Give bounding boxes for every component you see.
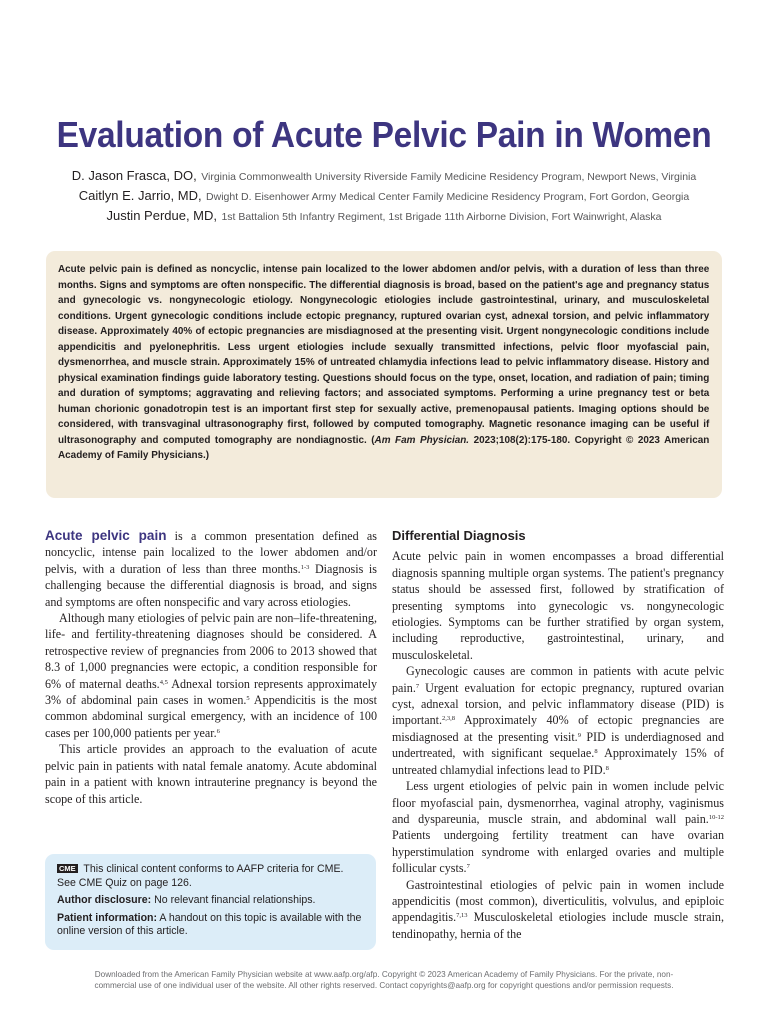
body-paragraph: Gastrointestinal etiologies of pelvic pain in women include appendicitis (most common), diverticulitis, volvulus, and epiploic appendagitis.$^{7,13}$ Musculoskeletal etiologies include muscle strain, tendinopathy, hernia of the [392,877,724,941]
journal-name: Am Fam Physician. [374,434,470,446]
reference-marker: 8 [605,764,609,772]
reference-marker: 7,13 [456,912,468,920]
author-disclosure: Author disclosure: No relevant financial relationships. [57,894,316,907]
abstract-box [46,251,722,498]
cme-info-box [45,854,376,950]
reference-marker: 8 [594,748,598,756]
article-title: Evaluation of Acute Pelvic Pain in Women [56,114,712,155]
author-affiliation: Virginia Commonwealth University Riverside Family Medicine Residency Program, Newport News, Virginia [201,171,697,183]
section-heading: Differential Diagnosis [392,528,526,543]
body-paragraph: This article provides an approach to the evaluation of acute pelvic pain in patients with natal female anatomy. Acute abdominal pain in a patient with known intrauterine pregnancy is beyond the scope of this article. [45,742,377,806]
body-paragraph: Although many etiologies of pelvic pain are non–life-threatening, life- and fertility-threatening diagnoses should be considered. A retrospective review of pregnancies from 2006 to 2013 showed that 8.3 of 1,000 pregnancies were ectopic, a condition responsible for 6% of maternal deaths.$^{4,5}$ Adnexal torsion represents approximately 3% of abdominal pain cases in women.$^5$ Appendicitis is the most common abdominal surgical emergency, with an incidence of 100 cases per 100,000 patients per year.$^6$ [45,611,377,740]
author-name: Caitlyn E. Jarrio, MD, [78,188,202,203]
author-name: Justin Perdue, MD, [106,208,218,223]
reference-marker: 7 [415,682,420,690]
left-column [45,528,377,807]
cme-statement: CME This clinical content conforms to AAFP criteria for CME. See CME Quiz on page 126. [57,863,344,889]
reference-marker: 7 [466,863,470,871]
reference-marker: 10-12 [708,813,724,821]
author-affiliation: 1st Battalion 5th Infantry Regiment, 1st Brigade 11th Airborne Division, Fort Wainwright, Alaska [221,211,662,223]
reference-marker: 9 [577,731,581,739]
reference-marker: 1-3 [300,563,310,571]
author-line-3 [0,207,768,225]
reference-marker: 5 [246,695,250,703]
lead-phrase: Acute pelvic pain [45,528,167,543]
footer-line-2: commercial use of one individual user of the website. All other rights reserved. Contact copyrights@aafp.org for copyright questions and/or permission requests. [94,981,674,990]
body-paragraph: Less urgent etiologies of pelvic pain in women include pelvic floor myofascial pain, dysmenorrhea, vaginal atrophy, vaginismus and dyspareunia, muscle strain, and abdominal wall pain.$^{10-12}$ Patients undergoing fertility treatment can have ovarian hyperstimulation syndrome with enlarged ovaries and multiple follicular cysts.$^7$ [392,779,724,876]
body-paragraph: Acute pelvic pain in women encompasses a broad differential diagnosis spanning multiple organ systems. The patient's pregnancy status should be assessed first, followed by stratification of presenting symptoms into gynecologic vs. nongynecologic etiologies. Symptoms can be further stratified by organ system, including reproductive, gastrointestinal, urinary, and musculoskeletal. [392,549,724,662]
reference-marker: 2,3,8 [442,715,456,723]
cme-badge: CME [59,864,76,873]
right-column [392,528,724,942]
reference-marker: 4,5 [159,678,168,686]
intro-paragraph: Acute pelvic pain is a common presentation defined as noncyclic, intense pain localized to the lower abdomen and/or pelvis, with a duration of less than three months.$^{1-3}$ Diagnosis is challenging because the differential diagnosis is broad, and signs and symptoms are often nonspecific and vary across etiologies. [45,528,377,609]
reference-marker: 6 [216,727,220,735]
author-line-2 [0,187,768,205]
abstract-text: Acute pelvic pain is defined as noncyclic, intense pain localized to the lower abdomen and/or pelvis, with a duration of less than three months. Signs and symptoms are often nonspecific. The differential diagnosis is broad, based on the patient's age and pregnancy status and gynecologic vs. nongynecologic etiology. Nongynecologic etiologies include gastrointestinal, urinary, and musculoskeletal conditions. Urgent gynecologic conditions include ectopic pregnancy, ruptured ovarian cyst, adnexal torsion, and pelvic inflammatory disease. Approximately 40% of ectopic pregnancies are misdiagnosed at the presenting visit. Urgent nongynecologic conditions include appendicitis and pyelonephritis. Less urgent etiologies include sexually transmitted infections, pelvic floor myofascial pain, dysmenorrhea, and muscle strain. Approximately 15% of untreated chlamydia infections lead to pelvic inflammatory disease. History and physical examination findings guide laboratory testing. Questions should focus on the type, onset, location, and radiation of pain; timing and duration of symptoms; aggravating and relieving factors; and associated symptoms. Performing a urine pregnancy test or beta human chorionic gonadotropin test is an important first step for sexually active, premenopausal patients. Imaging options should be considered, with transvaginal ultrasonography first, followed by computed tomography. Magnetic resonance imaging can be useful if ultrasonography and computed tomography are nondiagnostic. (Am Fam Physician. 2023;108(2):175-180. Copyright © 2023 American Academy of Family Physicians.) [58,264,710,461]
patient-information: Patient information: A handout on this topic is available with the online version of this article. [57,911,362,938]
author-affiliation: Dwight D. Eisenhower Army Medical Center Family Medicine Residency Program, Fort Gordon, Georgia [206,191,690,203]
author-line-1 [0,167,768,185]
author-name: D. Jason Frasca, DO, [71,168,197,183]
body-paragraph: Gynecologic causes are common in patients with acute pelvic pain.$^7$ Urgent evaluation for ectopic pregnancy, ruptured ovarian cyst, adnexal torsion, and pelvic inflammatory disease (PID) is important.$^{2,3,8}$ Approximately 40% of ectopic pregnancies are misdiagnosed at the presenting visit.$^9$ PID is underdiagnosed and undertreated, with significant sequelae.$^8$ Approximately 15% of untreated chlamydial infections lead to PID.$^8$ [392,664,724,777]
footer-line-1: Downloaded from the American Family Physician website at www.aafp.org/afp. Copyright © 2023 American Academy of Family Physicians. For the private, non- [94,970,674,979]
copyright-footer [0,969,768,991]
